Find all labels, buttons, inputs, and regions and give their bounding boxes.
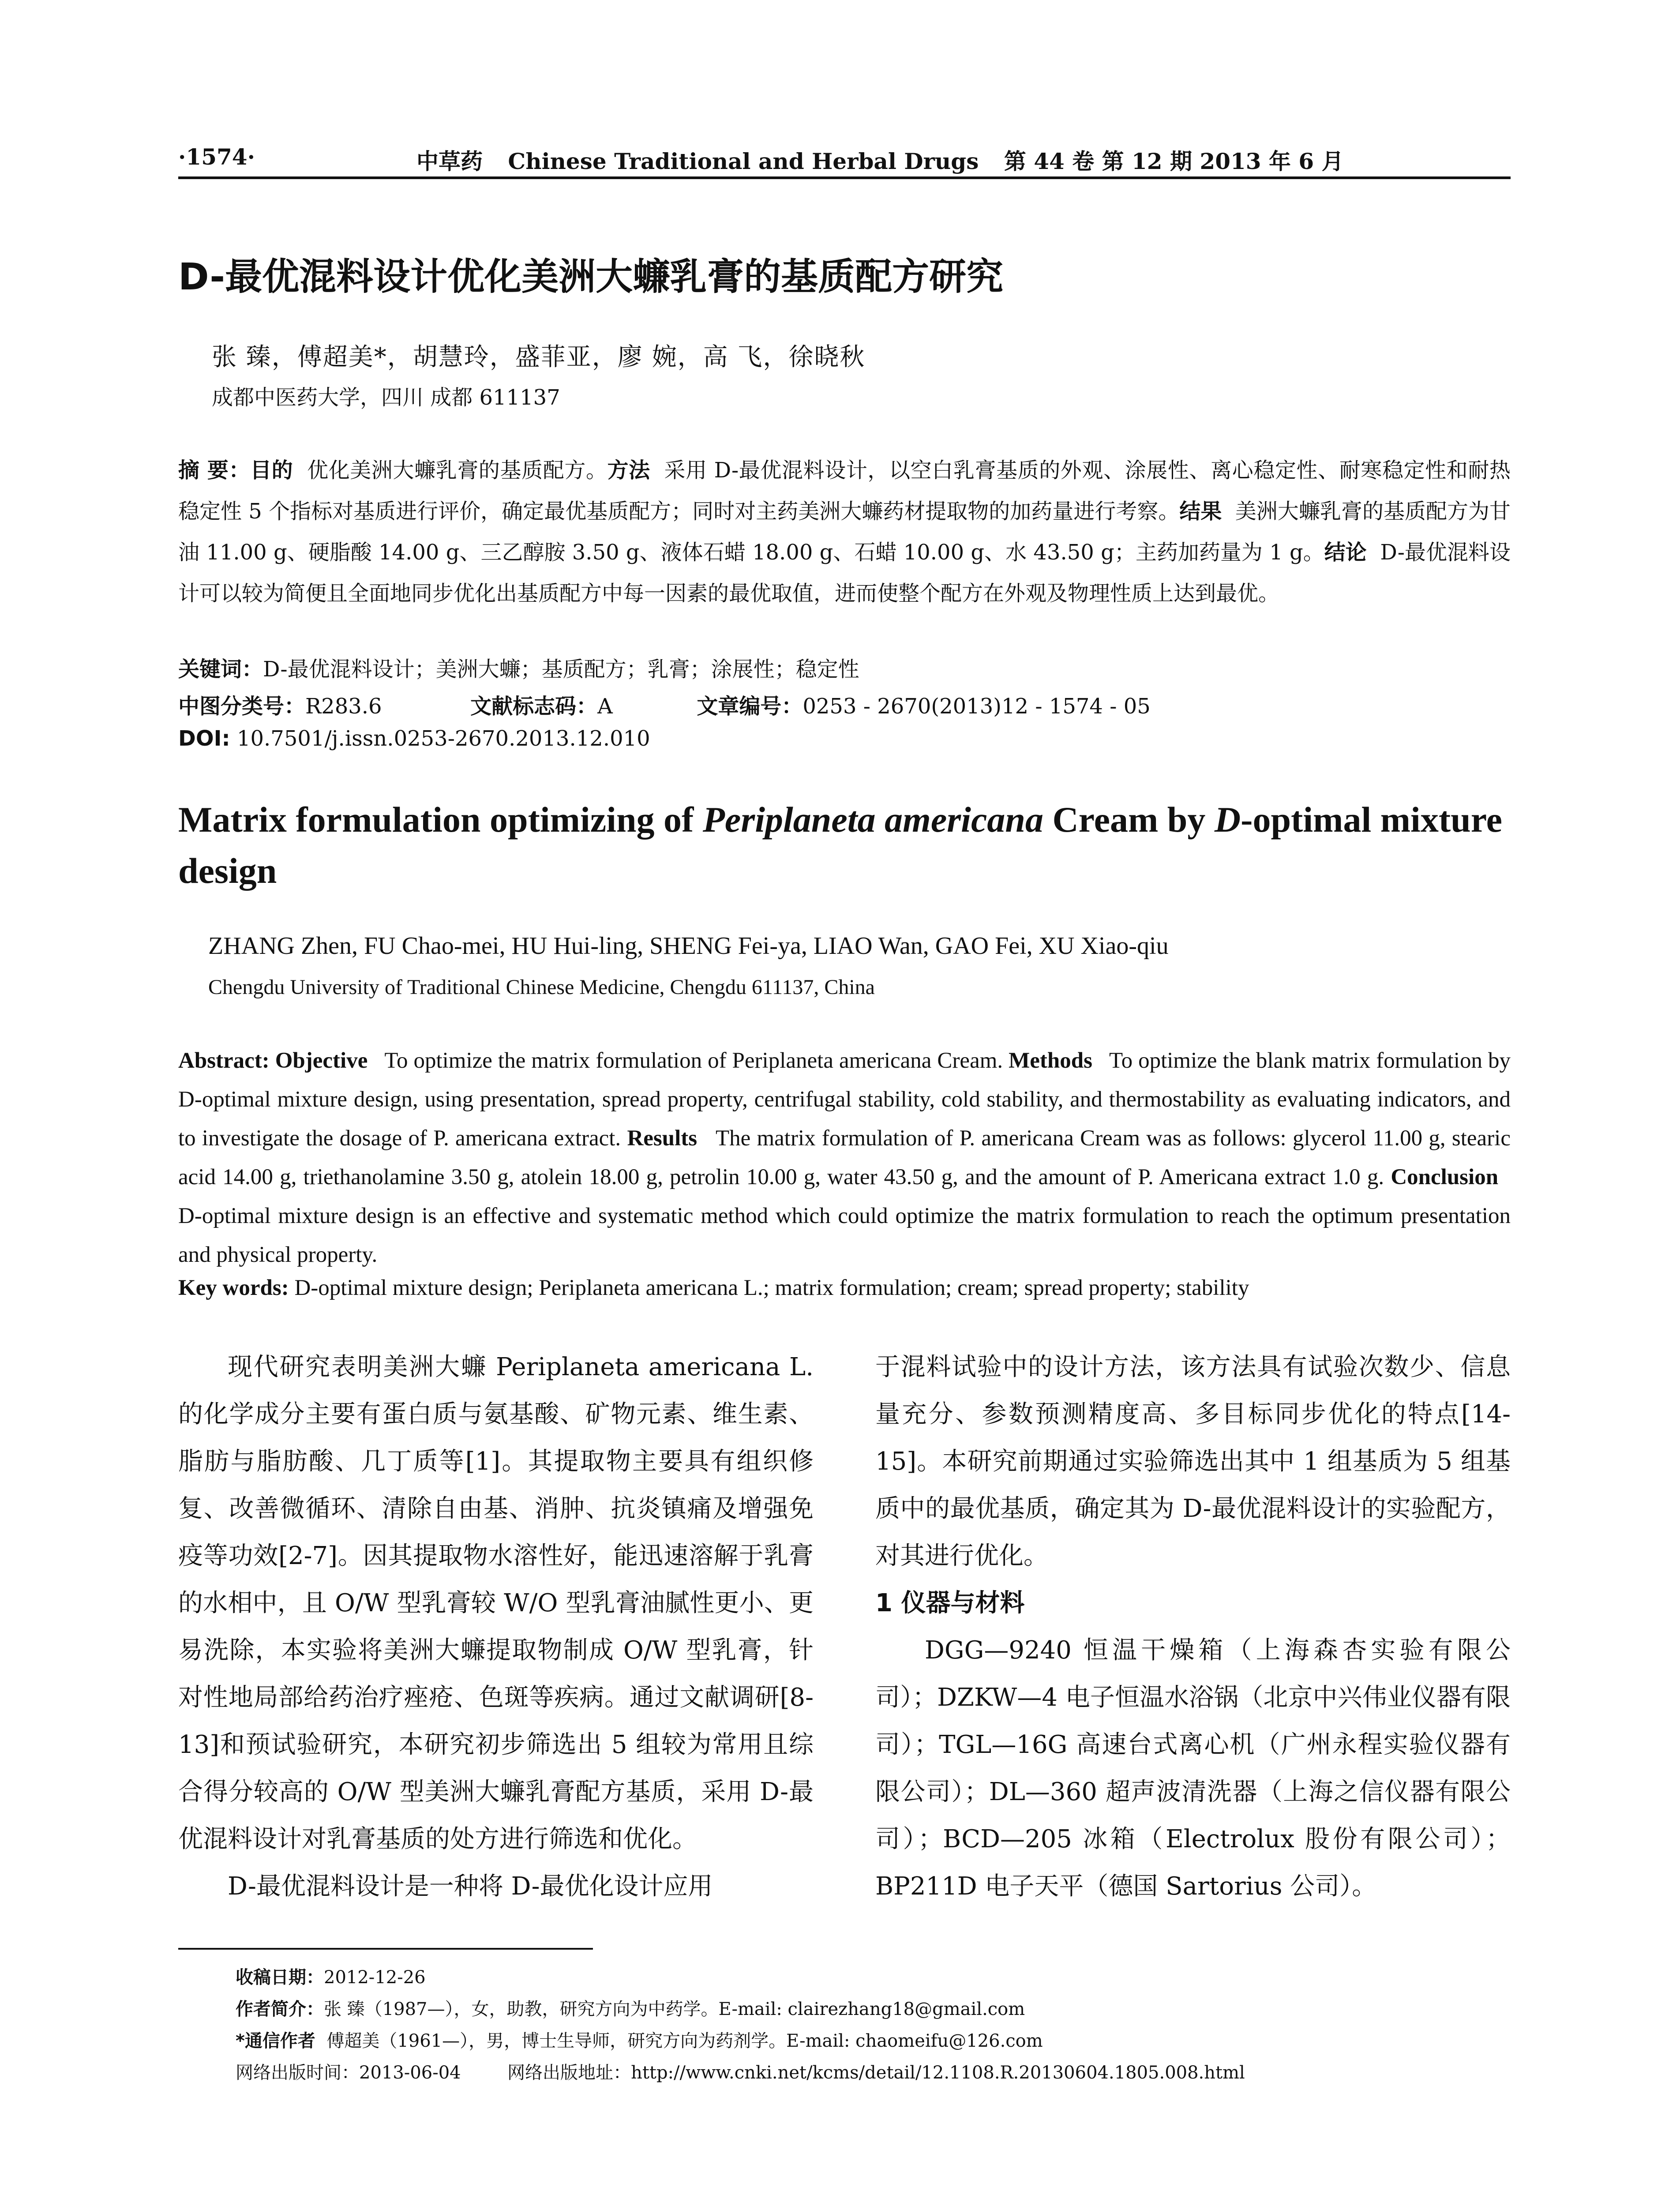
online-url-label: 网络出版地址： (507, 2063, 631, 2083)
english-keywords (178, 1275, 1511, 1301)
received-label: 收稿日期： (236, 1967, 324, 1988)
title-d: D (1214, 799, 1241, 840)
keywords-text: D-optimal mixture design; Periplaneta americana L.; matrix formulation; cream; spread property; stability (294, 1276, 1249, 1300)
english-affiliation: Chengdu University of Traditional Chinese Medicine, Chengdu 611137, China (208, 975, 875, 999)
methods-text: To optimize the blank matrix formulation by D-optimal mixture design, using presentation, spread property, centrifugal stability, cold stability, and thermostability as evaluating indicators, and to investigate the dosage of P. americana extract. (178, 1048, 1511, 1151)
title-part: Cream by (1043, 799, 1215, 840)
methods-label: 方法 (607, 458, 650, 483)
conclusion-text: D-最优混料设计可以较为简便且全面地同步优化出基质配方中每一因素的最优取值，进而使整个配方在外观及物理性质上达到最优。 (178, 540, 1511, 606)
article-no-label: 文章编号： (697, 694, 803, 719)
section-heading: 1 仪器与材料 (875, 1589, 1025, 1617)
article-no-value: 0253 - 2670(2013)12 - 1574 - 05 (802, 694, 1151, 719)
objective-text: 优化美洲大蠊乳膏的基质配方。 (307, 458, 608, 483)
author-info: 张 臻（1987—），女，助教，研究方向为中药学。E-mail: clairezhang18@gmail.com (324, 1999, 1025, 2019)
doc-code-value: A (597, 694, 613, 719)
footnote-author (236, 1995, 1025, 2020)
keywords-label: 关键词： (178, 657, 263, 682)
chinese-title: D-最优混料设计优化美洲大蠊乳膏的基质配方研究 (178, 255, 1004, 298)
conclusion-text: D-optimal mixture design is an effective and systematic method which could optimize the matrix formulation to reach the optimum presentation and physical property. (178, 1204, 1511, 1267)
objective-text: To optimize the matrix formulation of Periplaneta americana Cream. (384, 1048, 1003, 1073)
chinese-affiliation: 成都中医药大学，四川 成都 611137 (212, 385, 560, 410)
english-authors: ZHANG Zhen, FU Chao-mei, HU Hui-ling, SHENG Fei-ya, LIAO Wan, GAO Fei, XU Xiao-qiu (208, 932, 1169, 960)
english-abstract (178, 1041, 1511, 1274)
body-left-column (178, 1343, 814, 1910)
keywords-label: Key words: (178, 1276, 289, 1300)
doi-value: 10.7501/j.issn.0253-2670.2013.12.010 (236, 726, 650, 751)
doi-label: DOI: (178, 726, 230, 751)
methods-label: Methods (1009, 1048, 1092, 1073)
intro-paragraph-continued: 于混料试验中的设计方法，该方法具有试验次数少、信息量充分、参数预测精度高、多目标同步优化的特点[14-15]。本研究前期通过实验筛选出其中 1 组基质为 5 组基质中的最优基质，确定其为 D-最优混料设计的实验配方，对其进行优化。 (875, 1353, 1511, 1570)
footnote-online (236, 2059, 1245, 2084)
author-label: 作者简介： (236, 1999, 324, 2019)
results-text: 美洲大蠊乳膏的基质配方为甘油 11.00 g、硬脂酸 14.00 g、三乙醇胺 3.50 g、液体石蜡 18.00 g、石蜡 10.00 g、水 43.50 g；主药加药量为 1 g。 (178, 499, 1511, 565)
doc-code-label: 文献标志码： (470, 694, 598, 719)
abstract-label: 摘 要： (178, 458, 251, 483)
results-label: Results (627, 1126, 698, 1151)
issue-info: 第 44 卷 第 12 期 2013 年 6 月 (1004, 148, 1344, 174)
title-species: Periplaneta americana (702, 799, 1043, 840)
received-date: 2012-12-26 (324, 1967, 426, 1988)
intro-paragraph-1: 现代研究表明美洲大蠊 Periplaneta americana L. 的化学成分主要有蛋白质与氨基酸、矿物元素、维生素、脂肪与脂肪酸、几丁质等[1]。其提取物主要具有组织修复、改善微循环、清除自由基、消肿、抗炎镇痛及增强免疫等功效[2-7]。因其提取物水溶性好，能迅速溶解于乳膏的水相中，且 O/W 型乳膏较 W/O 型乳膏油腻性更小、更易洗除，本实验将美洲大蠊提取物制成 O/W 型乳膏，针对性地局部给药治疗痤疮、色斑等疾病。通过文献调研[8-13]和预试验研究，本研究初步筛选出 5 组较为常用且综合得分较高的 O/W 型美洲大蠊乳膏配方基质，采用 D-最优混料设计对乳膏基质的处方进行筛选和优化。 (178, 1353, 814, 1853)
footnote-received (236, 1963, 426, 1988)
conclusion-label: Conclusion (1391, 1165, 1499, 1189)
journal-name-en: Chinese Traditional and Herbal Drugs (508, 148, 979, 174)
objective-label: 目的 (250, 458, 293, 483)
online-time: 2013-06-04 (359, 2063, 461, 2083)
online-url[interactable]: http://www.cnki.net/kcms/detail/12.1108.R.20130604.1805.008.html (631, 2063, 1245, 2083)
classification-line (178, 689, 1151, 720)
footnote-corresponding (236, 2027, 1043, 2052)
corresponding-label: *通信作者 (236, 2031, 315, 2051)
journal-name-cn: 中草药 (416, 148, 483, 174)
results-text: The matrix formulation of P. americana Cream was as follows: glycerol 11.00 g, stearic acid 14.00 g, triethanolamine 3.50 g, atolein 18.00 g, petrolin 10.00 g, water 43.50 g, and the amount of P. Americana extract 1.0 g. (178, 1126, 1511, 1189)
online-time-label: 网络出版时间： (236, 2063, 359, 2083)
corresponding-info: 傅超美（1961—），男，博士生导师，研究方向为药剂学。E-mail: chaomeifu@126.com (326, 2031, 1043, 2051)
title-part: -optimal mixture design (178, 799, 1503, 891)
title-part: Matrix formulation optimizing of (178, 799, 703, 840)
page-number: ·1574· (178, 144, 255, 170)
conclusion-label: 结论 (1324, 540, 1367, 565)
journal-line (416, 144, 1344, 176)
keywords-line (178, 652, 859, 683)
results-label: 结果 (1179, 499, 1222, 524)
footnote-rule (178, 1948, 593, 1950)
intro-paragraph-2: D-最优混料设计是一种将 D-最优化设计应用 (228, 1872, 713, 1901)
methods-text: 采用 D-最优混料设计，以空白乳膏基质的外观、涂展性、离心稳定性、耐寒稳定性和耐热稳定性 5 个指标对基质进行评价，确定最优基质配方；同时对主药美洲大蠊药材提取物的加药量进行考察。 (178, 458, 1511, 524)
instruments-paragraph: DGG—9240 恒温干燥箱（上海森杏实验有限公司）；DZKW—4 电子恒温水浴锅（北京中兴伟业仪器有限司）；TGL—16G 高速台式离心机（广州永程实验仪器有限公司）；DL—360 超声波清洗器（上海之信仪器有限公司）；BCD—205 冰箱（Electrolux 股份有限公司）；BP211D 电子天平（德国 Sartorius 公司）。 (875, 1636, 1511, 1901)
clc-label: 中图分类号： (178, 694, 306, 719)
chinese-authors: 张 臻，傅超美*，胡慧玲，盛菲亚，廖 婉，高 飞，徐晓秋 (212, 343, 866, 371)
doi-line (178, 726, 650, 751)
keywords-text: D-最优混料设计；美洲大蠊；基质配方；乳膏；涂展性；稳定性 (263, 657, 859, 682)
body-right-column (875, 1343, 1511, 1910)
chinese-abstract (178, 450, 1511, 614)
abstract-objective-label: Abstract: Objective (178, 1048, 368, 1073)
clc-value: R283.6 (305, 694, 382, 719)
running-header (178, 140, 1511, 176)
header-rule (178, 176, 1511, 179)
english-title (178, 794, 1511, 897)
